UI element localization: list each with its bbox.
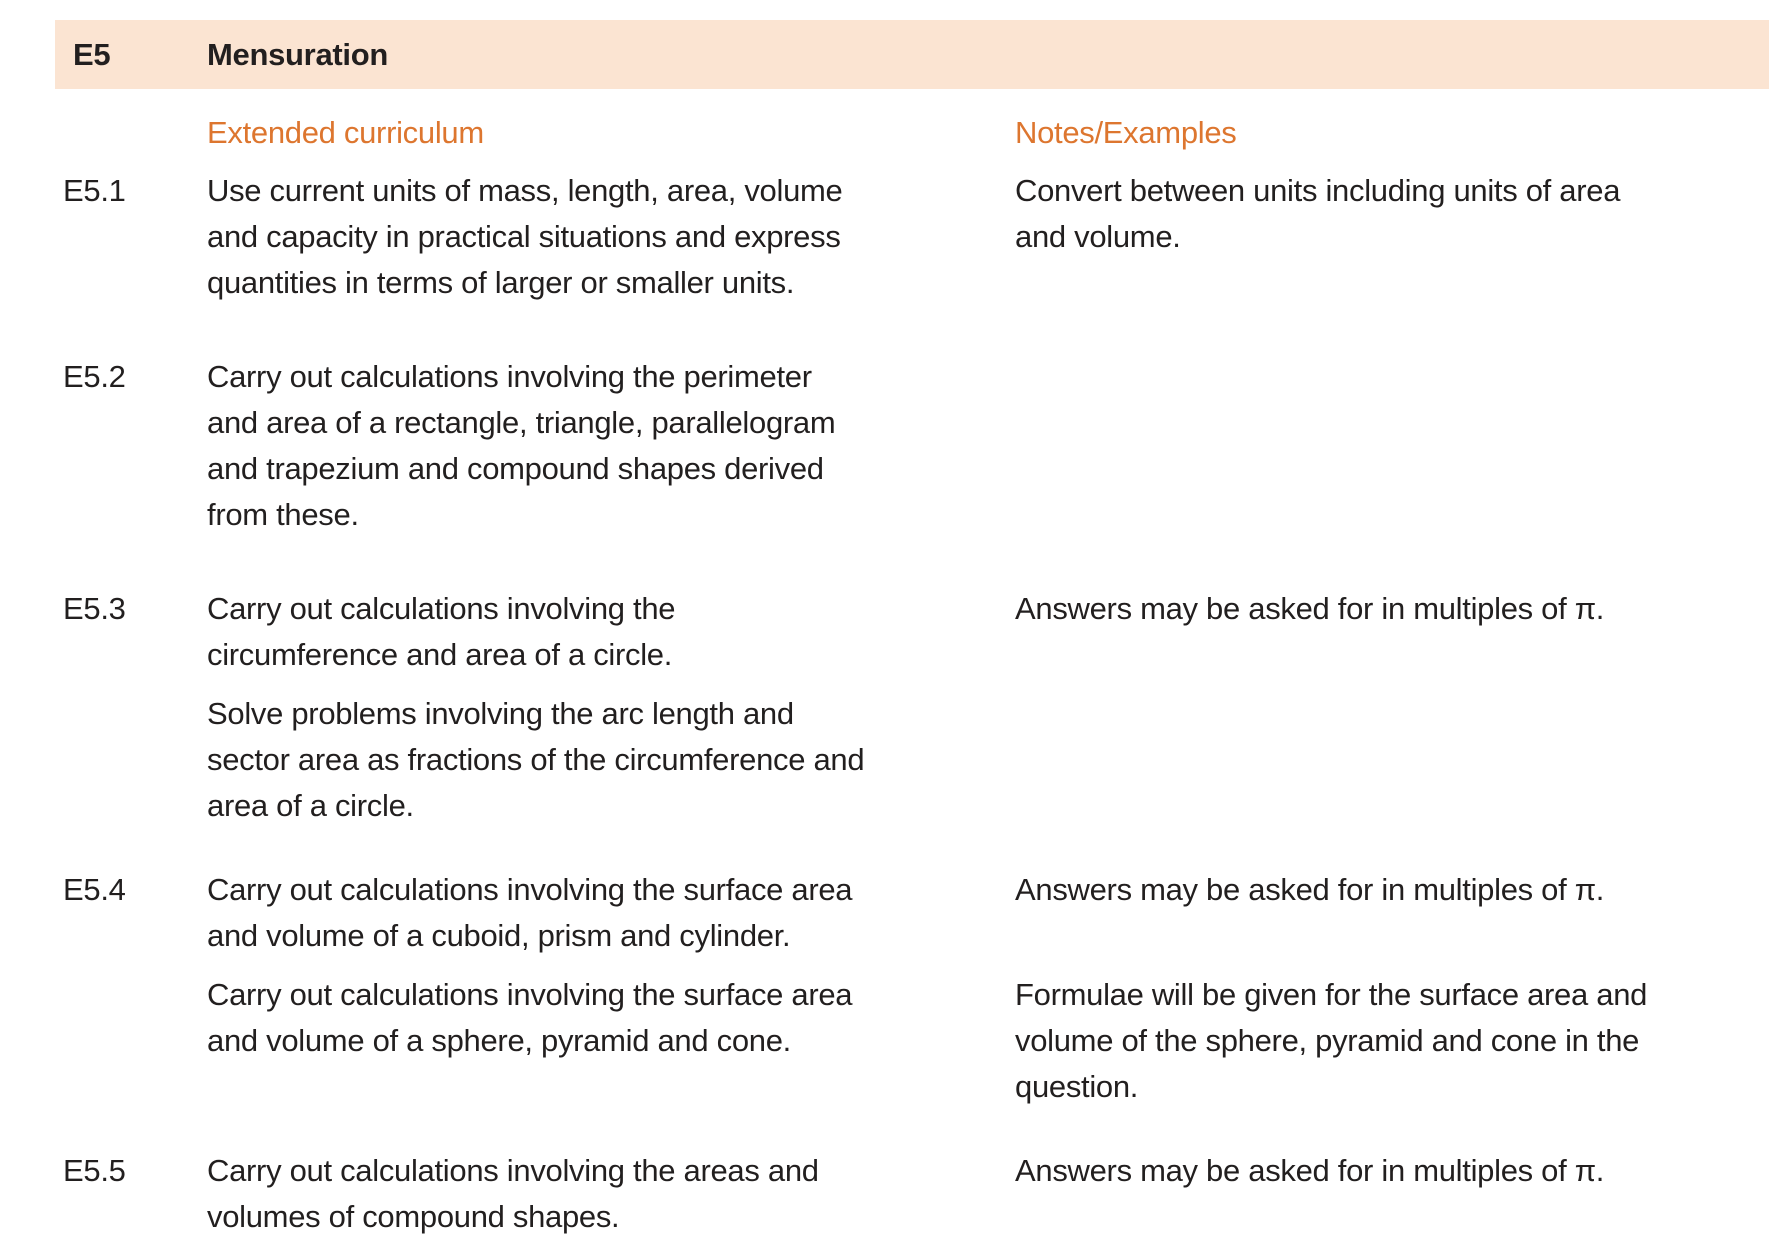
curriculum-line: Carry out calculations involving the perimeter bbox=[207, 359, 812, 394]
notes-line: Answers may be asked for in multiples of π. bbox=[1015, 1153, 1605, 1188]
syllabus-row-e5-2 bbox=[55, 354, 1769, 538]
notes-cell bbox=[1015, 972, 1769, 1110]
syllabus-row-e5-5 bbox=[55, 1148, 1769, 1240]
column-headers-spacer bbox=[55, 110, 207, 156]
curriculum-line: and area of a rectangle, triangle, parallelogram bbox=[207, 405, 836, 440]
curriculum-cell bbox=[207, 691, 1015, 829]
curriculum-line: Carry out calculations involving the bbox=[207, 591, 676, 626]
notes-line: question. bbox=[1015, 1069, 1139, 1104]
section-title: Mensuration bbox=[207, 36, 388, 72]
notes-line: Answers may be asked for in multiples of π. bbox=[1015, 872, 1605, 907]
curriculum-cell bbox=[207, 354, 1015, 538]
notes-cell bbox=[1015, 354, 1769, 538]
column-headers bbox=[55, 110, 1769, 156]
item-code: E5.3 bbox=[63, 591, 126, 626]
notes-cell bbox=[1015, 691, 1769, 829]
row-paragraph-pair bbox=[207, 354, 1769, 538]
curriculum-line: Carry out calculations involving the areas and bbox=[207, 1153, 819, 1188]
notes-line: Convert between units including units of area bbox=[1015, 173, 1621, 208]
item-code: E5.4 bbox=[63, 872, 126, 907]
row-paragraph-pair bbox=[207, 691, 1769, 829]
item-code: E5.2 bbox=[63, 359, 126, 394]
row-content bbox=[207, 168, 1769, 306]
row-paragraph-pair bbox=[207, 867, 1769, 959]
notes-line: Answers may be asked for in multiples of π. bbox=[1015, 591, 1605, 626]
notes-cell bbox=[1015, 168, 1769, 306]
notes-line: volume of the sphere, pyramid and cone in the bbox=[1015, 1023, 1640, 1058]
curriculum-cell bbox=[207, 972, 1015, 1110]
curriculum-cell bbox=[207, 168, 1015, 306]
section-code: E5 bbox=[73, 36, 111, 72]
curriculum-line: area of a circle. bbox=[207, 788, 414, 823]
notes-line: and volume. bbox=[1015, 219, 1181, 254]
curriculum-line: Solve problems involving the arc length and bbox=[207, 696, 794, 731]
curriculum-line: Use current units of mass, length, area, volume bbox=[207, 173, 843, 208]
curriculum-line: and capacity in practical situations and express bbox=[207, 219, 841, 254]
notes-cell bbox=[1015, 586, 1769, 678]
item-code: E5.1 bbox=[63, 173, 126, 208]
curriculum-line: sector area as fractions of the circumference and bbox=[207, 742, 865, 777]
curriculum-line: Carry out calculations involving the surface area bbox=[207, 977, 853, 1012]
row-paragraph-pair bbox=[207, 586, 1769, 678]
curriculum-line: circumference and area of a circle. bbox=[207, 637, 673, 672]
curriculum-cell bbox=[207, 586, 1015, 678]
curriculum-line: and trapezium and compound shapes derived bbox=[207, 451, 824, 486]
row-content bbox=[207, 1148, 1769, 1240]
syllabus-row-e5-3 bbox=[55, 586, 1769, 829]
curriculum-cell bbox=[207, 1148, 1015, 1240]
row-paragraph-pair bbox=[207, 168, 1769, 306]
notes-cell bbox=[1015, 867, 1769, 959]
extended-curriculum-header: Extended curriculum bbox=[207, 115, 484, 150]
curriculum-line: from these. bbox=[207, 497, 359, 532]
curriculum-line: and volume of a cuboid, prism and cylinder. bbox=[207, 918, 791, 953]
section-banner bbox=[55, 20, 1769, 89]
curriculum-cell bbox=[207, 867, 1015, 959]
row-paragraph-pair bbox=[207, 1148, 1769, 1240]
syllabus-row-e5-4 bbox=[55, 867, 1769, 1110]
item-code: E5.5 bbox=[63, 1153, 126, 1188]
curriculum-line: volumes of compound shapes. bbox=[207, 1199, 620, 1234]
curriculum-line: quantities in terms of larger or smaller units. bbox=[207, 265, 795, 300]
row-content bbox=[207, 354, 1769, 538]
notes-examples-header: Notes/Examples bbox=[1015, 115, 1237, 150]
row-paragraph-pair bbox=[207, 972, 1769, 1110]
notes-cell bbox=[1015, 1148, 1769, 1240]
row-content bbox=[207, 586, 1769, 829]
curriculum-line: and volume of a sphere, pyramid and cone. bbox=[207, 1023, 791, 1058]
row-content bbox=[207, 867, 1769, 1110]
curriculum-line: Carry out calculations involving the surface area bbox=[207, 872, 853, 907]
notes-line: Formulae will be given for the surface area and bbox=[1015, 977, 1648, 1012]
syllabus-row-e5-1 bbox=[55, 168, 1769, 306]
